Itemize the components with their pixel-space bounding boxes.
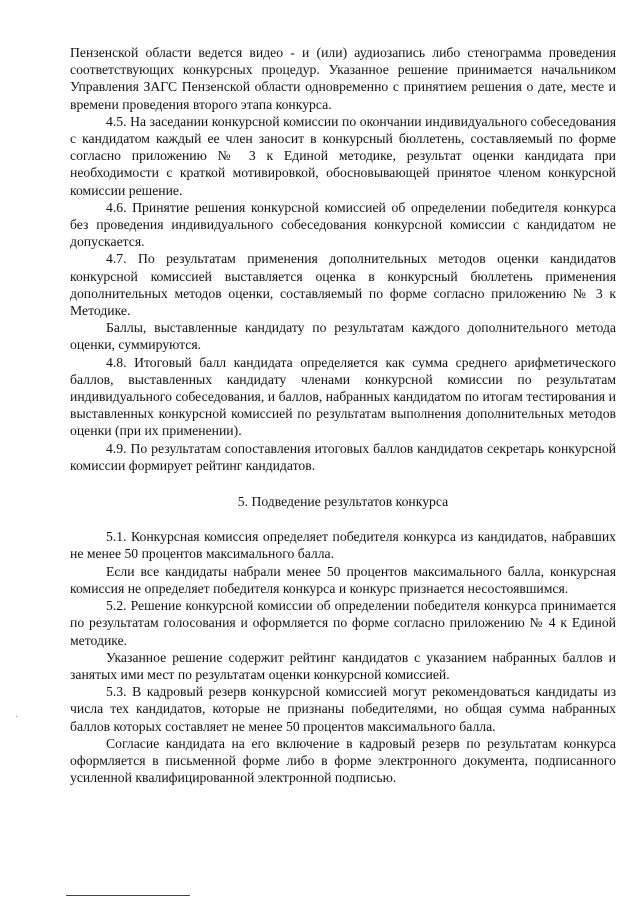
paragraph-continuation: Пензенской области ведется видео - и (или) аудиозапись либо стенограмма проведения соответствующих конкурсных процедур. Указанное решение принимается начальником Управления ЗАГС Пензенской области одновременно с принятием решения о дате, месте и времени проведения второго этапа конкурса. — [70, 45, 616, 112]
paragraph-5-3: 5.3. В кадровый резерв конкурсной комиссией могут рекомендоваться кандидаты из числа тех кандидатов, которые не признаны победителями, но общая сумма набранных баллов которых составляет не менее 50 процентов максимального балла. — [70, 684, 616, 734]
paragraph-rating: Указанное решение содержит рейтинг кандидатов с указанием набранных баллов и занятых ими мест по результатам оценки конкурсной комиссией. — [70, 649, 616, 682]
paragraph-4-8: 4.8. Итоговый балл кандидата определяется как сумма среднего арифметического баллов, выставленных кандидату членами конкурсной комиссии по результатам индивидуального собеседования, и баллов, набранных кандидатом по итогам тестирования и выставленных конкурсной комиссией по результатам выполнения дополнительных методов оценки (при их применении). — [70, 354, 616, 439]
section-heading: 5. Подведение результатов конкурса — [237, 494, 449, 510]
footnote-rule — [66, 895, 190, 896]
paragraph-consent: Согласие кандидата на его включение в кадровый резерв по результатам конкурса оформляется в письменной форме либо в форме электронного документа, подписанного усиленной квалифицированной электронной подписью. — [70, 735, 616, 786]
paragraph-no-winner: Если все кандидаты набрали менее 50 процентов максимального балла, конкурсная комиссия не определяет победителя конкурса и конкурс признается несостоявшимся. — [70, 563, 616, 596]
paragraph-5-2: 5.2. Решение конкурсной комиссии об определении победителя конкурса принимается по результатам голосования и оформляется по форме согласно приложению № 4 к Единой методике. — [70, 598, 616, 648]
paragraph-5-1: 5.1. Конкурсная комиссия определяет победителя конкурса из кандидатов, набравших не менее 50 процентов максимального балла. — [70, 529, 616, 562]
paragraph-4-9: 4.9. По результатам сопоставления итоговых баллов кандидатов секретарь конкурсной комиссии формирует рейтинг кандидатов. — [70, 440, 616, 473]
document-page — [70, 44, 616, 786]
paragraph-scores-summed: Баллы, выставленные кандидату по результатам каждого дополнительного метода оценки, суммируются. — [70, 320, 616, 353]
paragraph-4-7: 4.7. По результатам применения дополнительных методов оценки кандидатов конкурсной комиссией выставляется оценка в конкурсный бюллетень применения дополнительных методов оценки, составляемый по форме согласно приложению № 3 к Методике. — [70, 251, 616, 319]
paragraph-4-6: 4.6. Принятие решения конкурсной комиссией об определении победителя конкурса без проведения индивидуального собеседования конкурсной комиссии с кандидатом не допускается. — [70, 199, 616, 250]
scan-speck — [16, 716, 17, 717]
paragraph-4-5: 4.5. На заседании конкурсной комиссии по окончании индивидуального собеседования с кандидатом каждый ее член заносит в конкурсный бюллетень, составляемый по форме согласно приложению № 3 к Единой методике, результат оценки кандидата при необходимости с краткой мотивировкой, обосновывающей принятое членом конкурсной комиссии решение. — [70, 113, 616, 198]
